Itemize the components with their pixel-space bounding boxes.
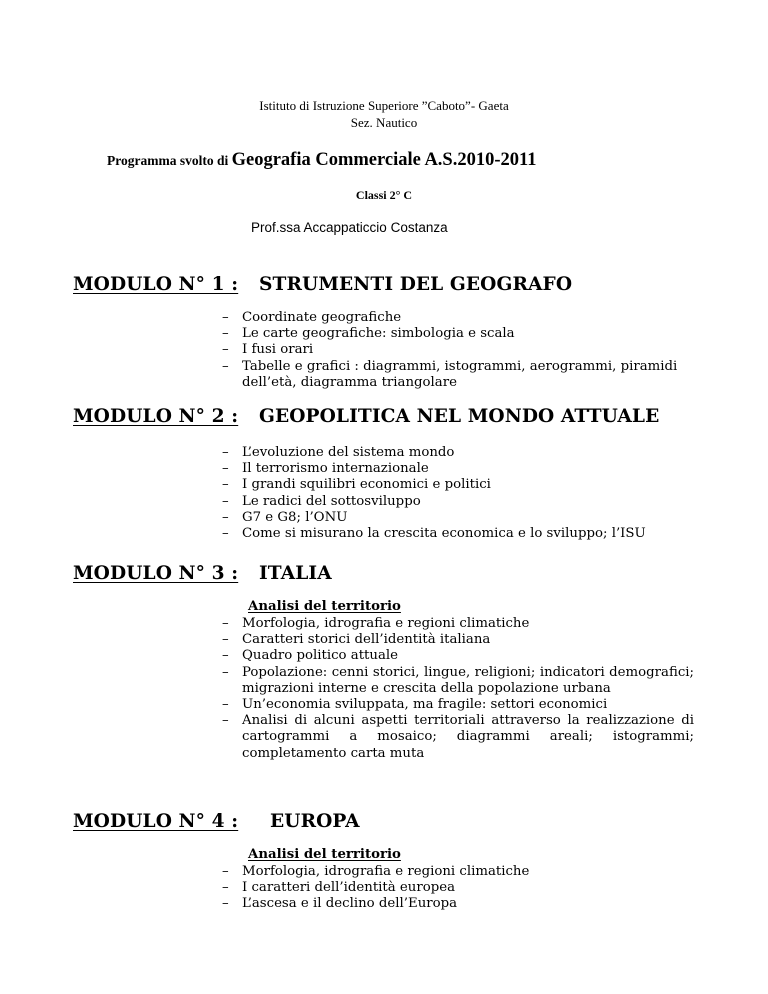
module-1-number: MODULO N° 1 : xyxy=(73,274,239,295)
list-item: – Morfologia, idrografia e regioni climatiche xyxy=(222,616,694,632)
program-prefix: Programma svolto di xyxy=(107,153,232,168)
class-label: Classi 2° C xyxy=(355,188,413,202)
list-item: – Tabelle e grafici : diagrammi, istogrammi, aerogrammi, piramidi dell’età, diagramma triangolare xyxy=(222,359,694,391)
list-item: – L’ascesa e il declino dell’Europa xyxy=(222,896,694,912)
module-1-title: STRUMENTI DEL GEOGRAFO xyxy=(259,274,573,295)
list-item: – Quadro politico attuale xyxy=(222,648,694,664)
module-3-list xyxy=(222,616,694,762)
list-item: – Le radici del sottosviluppo xyxy=(222,494,694,510)
module-1-list xyxy=(222,310,694,391)
module-2-heading xyxy=(73,406,660,427)
module-3-title: ITALIA xyxy=(259,563,332,584)
list-item: – Popolazione: cenni storici, lingue, religioni; indicatori demografici; migrazioni interne e crescita della popolazione urbana xyxy=(222,665,694,697)
list-item: – Coordinate geografiche xyxy=(222,310,694,326)
list-item: – Il terrorismo internazionale xyxy=(222,461,694,477)
list-item: – L’evoluzione del sistema mondo xyxy=(222,445,694,461)
program-title xyxy=(107,150,536,171)
institute-name: Istituto di Istruzione Superiore ”Caboto”- Gaeta xyxy=(259,98,509,113)
module-2-number: MODULO N° 2 : xyxy=(73,406,239,427)
module-4-subheading: Analisi del territorio xyxy=(248,847,401,862)
module-2-title: GEOPOLITICA NEL MONDO ATTUALE xyxy=(259,406,660,427)
module-2-list xyxy=(222,445,694,542)
module-1-heading xyxy=(73,274,573,295)
list-item: – Analisi di alcuni aspetti territoriali attraverso la realizzazione di cartogrammi a mosaico; diagrammi areali; istogrammi; completamento carta muta xyxy=(222,713,694,762)
module-4-list xyxy=(222,864,694,913)
module-3-heading xyxy=(73,563,332,584)
list-item: – Caratteri storici dell’identità italiana xyxy=(222,632,694,648)
module-4-number: MODULO N° 4 : xyxy=(73,811,239,832)
institute-section: Sez. Nautico xyxy=(350,115,418,130)
module-3-number: MODULO N° 3 : xyxy=(73,563,239,584)
program-subject: Geografia Commerciale A.S.2010-2011 xyxy=(231,150,537,170)
list-item: – G7 e G8; l’ONU xyxy=(222,510,694,526)
list-item: – I grandi squilibri economici e politici xyxy=(222,477,694,493)
list-item: – I fusi orari xyxy=(222,342,694,358)
list-item: – Come si misurano la crescita economica e lo sviluppo; l’ISU xyxy=(222,526,694,542)
list-item: – Un’economia sviluppata, ma fragile: settori economici xyxy=(222,697,694,713)
module-4-title: EUROPA xyxy=(270,811,360,832)
module-3-subheading: Analisi del territorio xyxy=(248,599,401,614)
module-4-heading xyxy=(73,811,360,832)
list-item: – Morfologia, idrografia e regioni climatiche xyxy=(222,864,694,880)
list-item: – I caratteri dell’identità europea xyxy=(222,880,694,896)
list-item: – Le carte geografiche: simbologia e scala xyxy=(222,326,694,342)
teacher-name: Prof.ssa Accappaticcio Costanza xyxy=(251,220,448,235)
